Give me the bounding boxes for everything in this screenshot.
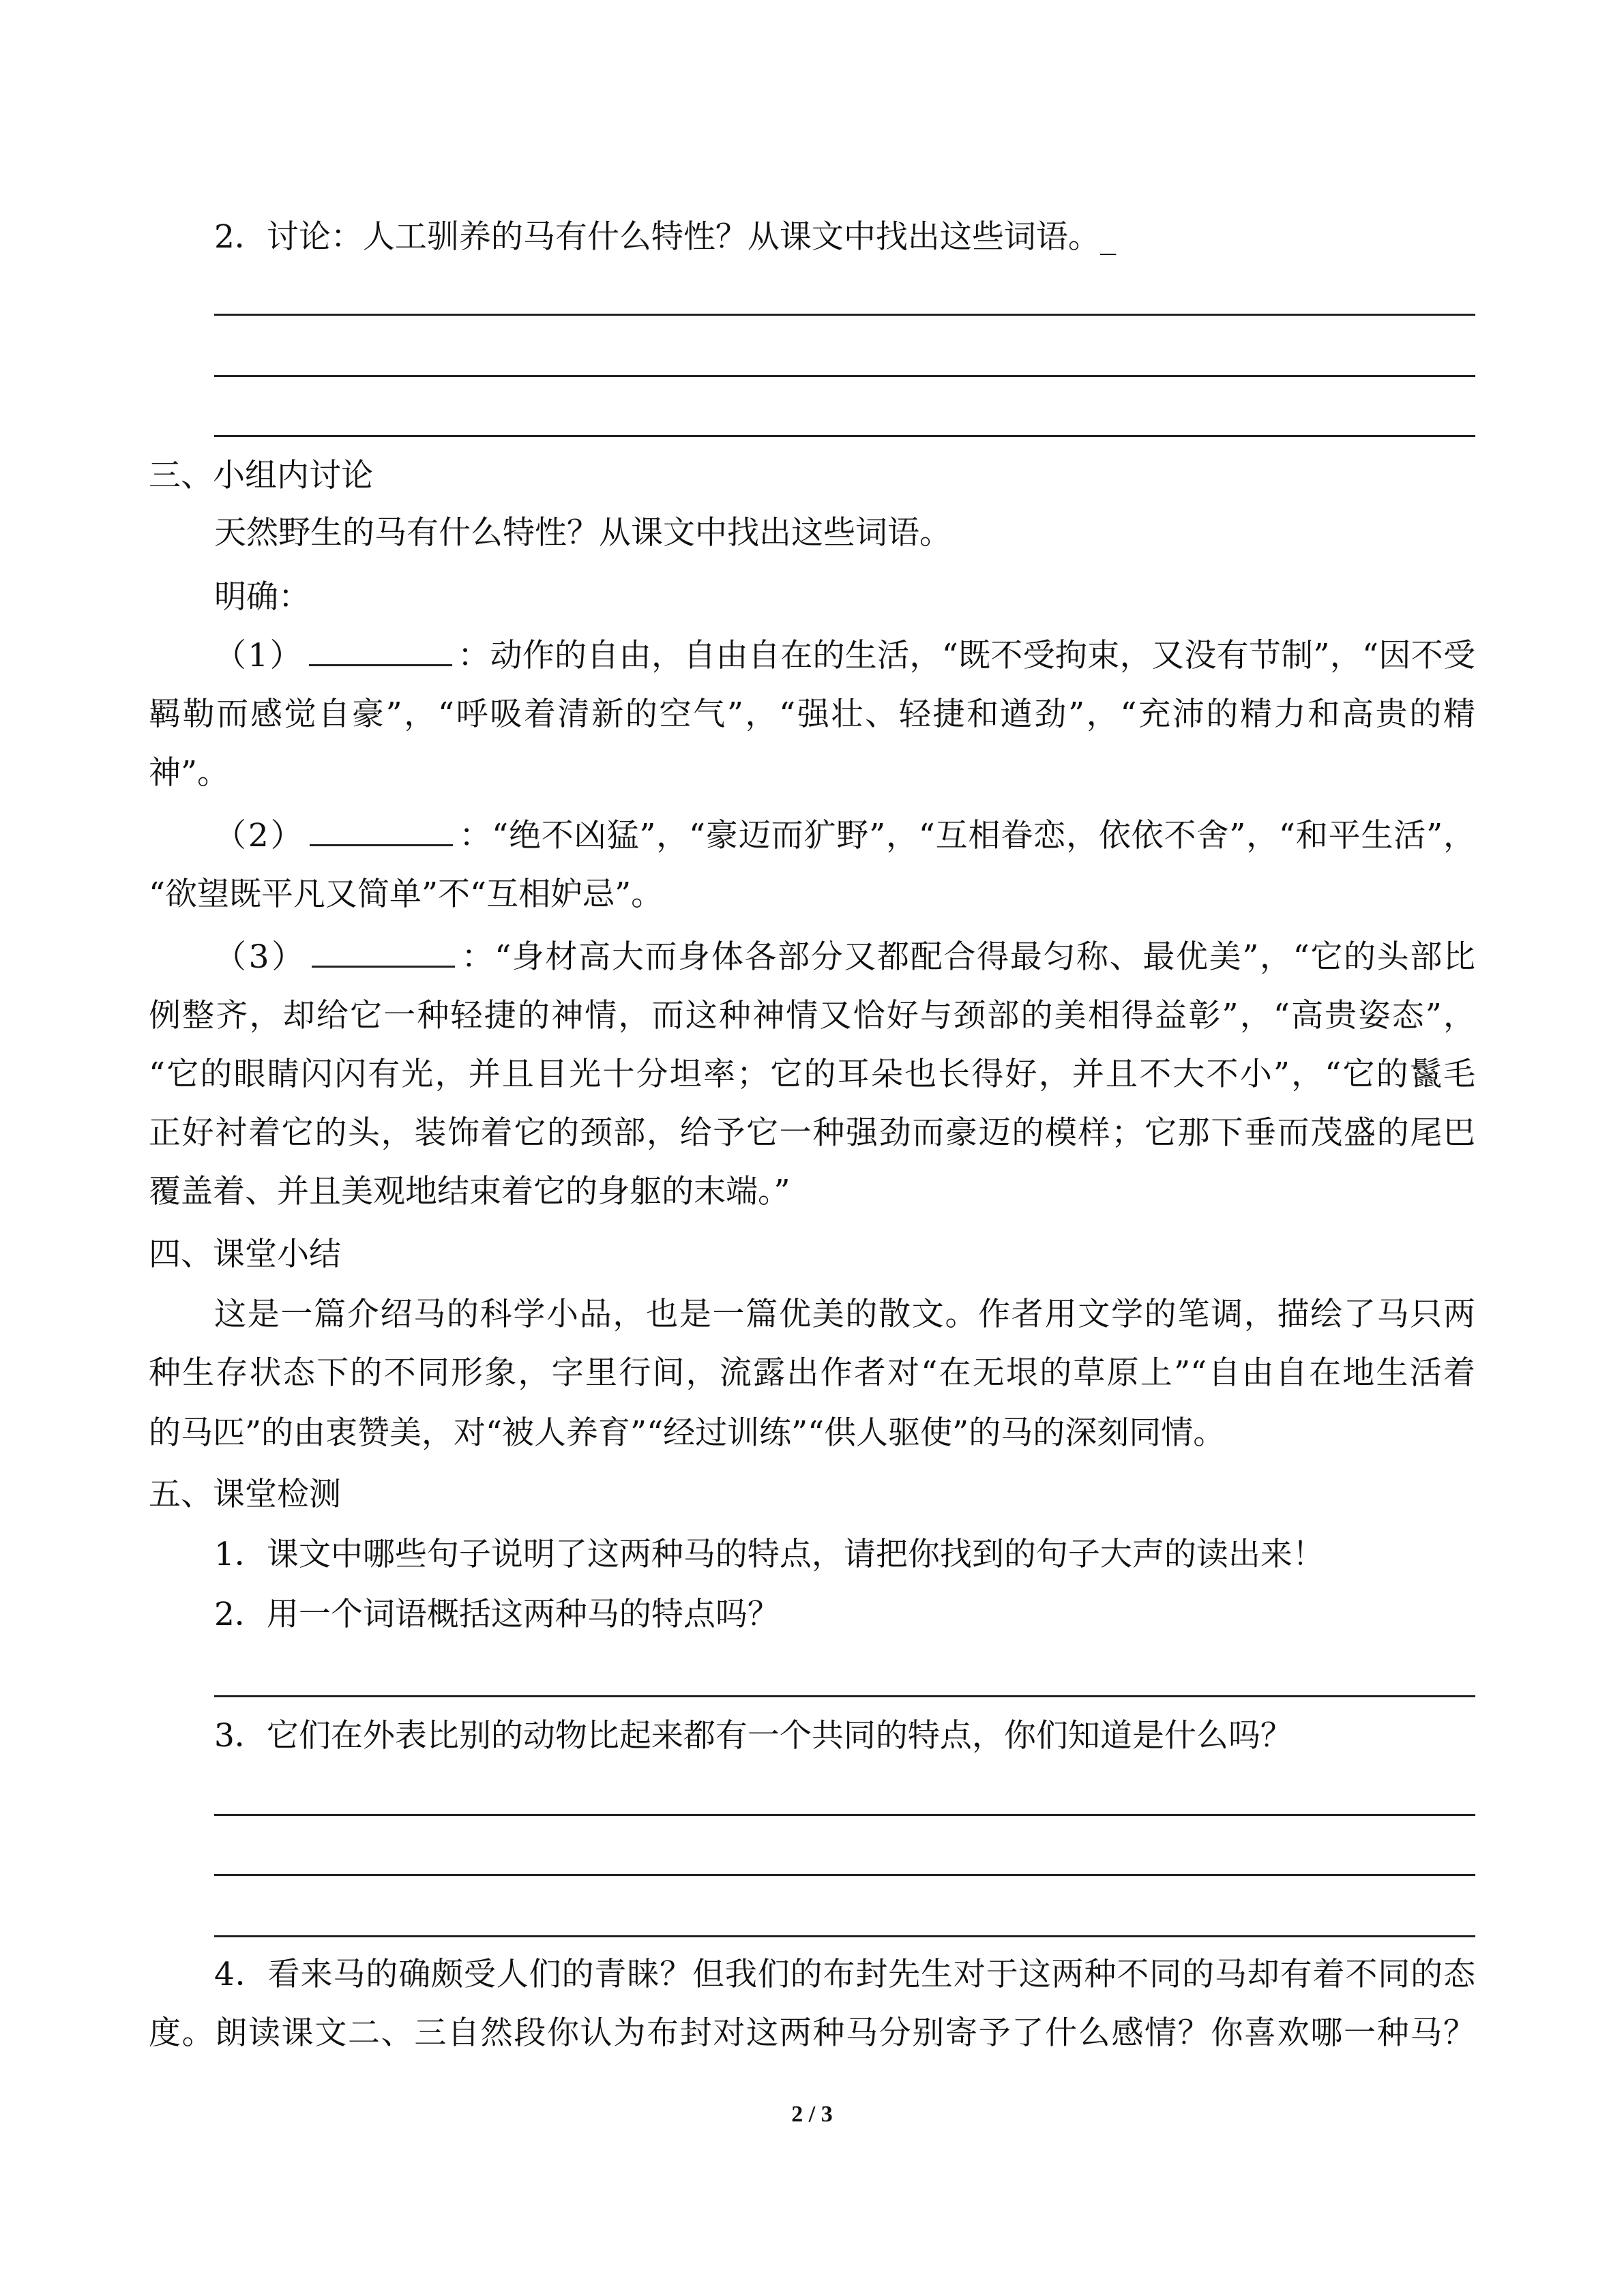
answer-line[interactable] <box>214 375 1475 377</box>
check-question-4-line-1: 4．看来马的确颇受人们的青睐？但我们的布封先生对于这两种不同的马却有着不同的态 <box>214 1956 1475 1993</box>
fill-blank-2[interactable] <box>310 817 453 846</box>
fill-blank-3[interactable] <box>312 938 455 968</box>
clarify-label: 明确： <box>214 578 310 616</box>
summary-line-1: 这是一篇介绍马的科学小品，也是一篇优美的散文。作者用文学的笔调，描绘了马只两 <box>214 1296 1475 1333</box>
section-5-heading: 五、课堂检测 <box>149 1476 341 1513</box>
check-question-2: 2．用一个词语概括这两种马的特点吗？ <box>214 1596 780 1633</box>
answer-line[interactable] <box>214 1935 1475 1937</box>
summary-line-2: 种生存状态下的不同形象，字里行间，流露出作者对“在无垠的草原上”“自由自在地生活着 <box>149 1354 1475 1392</box>
item-3-line-3: “它的眼睛闪闪有光，并且目光十分坦率；它的耳朵也长得好，并且不大不小”，“它的鬣毛 <box>149 1056 1475 1093</box>
answer-line[interactable] <box>214 1874 1475 1876</box>
section-4-heading: 四、课堂小结 <box>149 1236 341 1273</box>
answer-line[interactable] <box>214 1695 1475 1697</box>
check-question-1: 1．课文中哪些句子说明了这两种马的特点，请把你找到的句子大声的读出来！ <box>214 1536 1325 1573</box>
item-3-line-4: 正好衬着它的头，装饰着它的颈部，给予它一种强劲而豪迈的模样；它那下垂而茂盛的尾巴 <box>149 1114 1475 1152</box>
item-1-number: （1） <box>214 637 304 674</box>
item-1-line-2: 羁勒而感觉自豪”，“呼吸着清新的空气”，“强壮、轻捷和遒劲”，“充沛的精力和高贵的精 <box>149 696 1475 733</box>
item-2-line-2: “欲望既平凡又简单”不“互相妒忌”。 <box>149 876 664 913</box>
item-3-line-5: 覆盖着、并且美观地结束着它的身躯的末端。” <box>149 1173 791 1210</box>
item-1-line-3: 神”。 <box>149 754 230 792</box>
summary-line-3: 的马匹”的由衷赞美，对“被人养育”“经过训练”“供人驱使”的马的深刻同情。 <box>149 1414 1226 1452</box>
check-question-3: 3．它们在外表比别的动物比起来都有一个共同的特点，你们知道是什么吗？ <box>214 1717 1293 1755</box>
item-2-number: （2） <box>214 817 305 854</box>
answer-line[interactable] <box>214 435 1475 437</box>
section-3-question: 天然野生的马有什么特性？从课文中找出这些词语。 <box>214 514 951 552</box>
section-3-heading: 三、小组内讨论 <box>149 457 373 494</box>
item-3-number: （3） <box>214 938 306 976</box>
answer-line[interactable] <box>214 1814 1475 1816</box>
fill-blank-1[interactable] <box>309 637 452 666</box>
item-1-line-1: （1） ：动作的自由，自由自在的生活，“既不受拘束，又没有节制”，“因不受 <box>214 637 1475 674</box>
item-3-line-2: 例整齐，却给它一种轻捷的神情，而这种神情又恰好与颈部的美相得益彰”，“高贵姿态”， <box>149 997 1475 1034</box>
answer-line[interactable] <box>214 314 1475 316</box>
check-question-4-line-2: 度。朗读课文二、三自然段你认为布封对这两种马分别寄予了什么感情？你喜欢哪一种马？ <box>149 2014 1475 2052</box>
discussion-question-2: 2．讨论：人工驯养的马有什么特性？从课文中找出这些词语。_ <box>214 218 1117 256</box>
page-number: 2 / 3 <box>791 2102 833 2127</box>
item-3-line-1: （3） ：“身材高大而身体各部分又都配合得最匀称、最优美”，“它的头部比 <box>214 938 1475 976</box>
item-2-line-1: （2） ：“绝不凶猛”，“豪迈而犷野”，“互相眷恋，依依不舍”，“和平生活”， <box>214 817 1475 854</box>
